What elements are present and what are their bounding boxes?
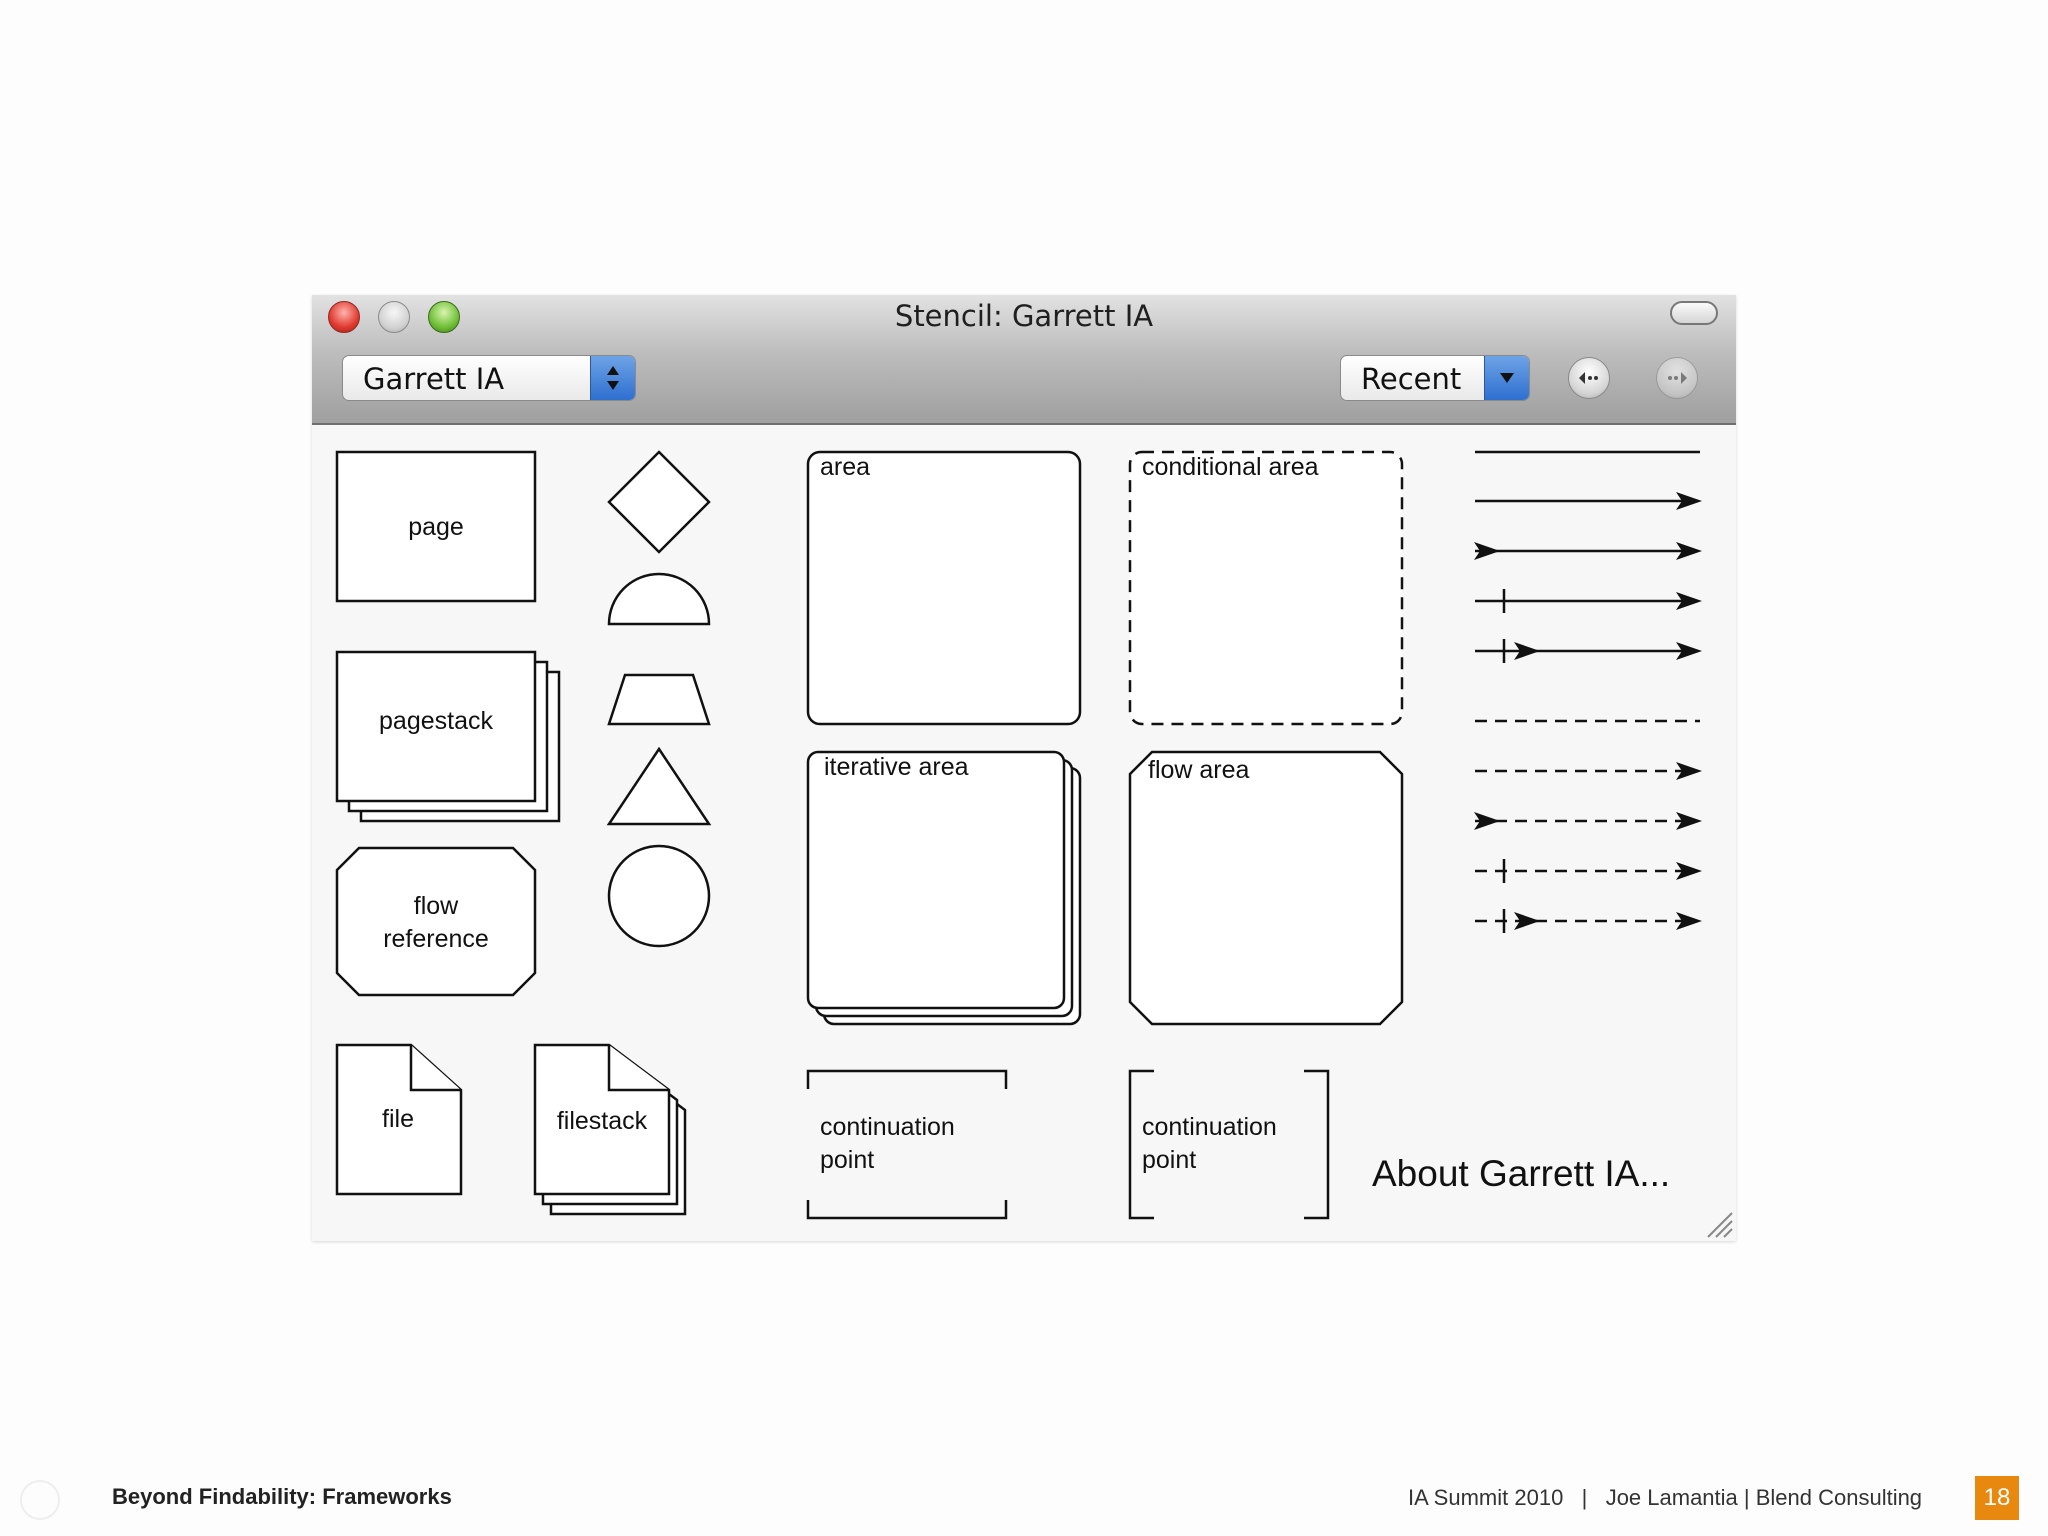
- tick-two-arrow-connector[interactable]: [1475, 639, 1702, 663]
- circle-shape[interactable]: [609, 846, 709, 946]
- flow-area-shape[interactable]: [1130, 752, 1402, 1024]
- toolbar-toggle-button[interactable]: [1670, 301, 1718, 325]
- file-label: file: [382, 1105, 414, 1133]
- flow-reference-label-1: flow: [413, 892, 459, 920]
- file-shape[interactable]: [337, 1045, 461, 1194]
- two-arrow-connector[interactable]: [1474, 542, 1702, 560]
- window-titlebar: [312, 295, 1736, 425]
- page-label: page: [408, 513, 464, 541]
- updown-arrows-icon: [590, 356, 635, 400]
- continuation-label-1b: point: [820, 1146, 875, 1174]
- tick-arrow-connector[interactable]: [1475, 589, 1702, 613]
- continuation-point-left-right-shape[interactable]: [1130, 1071, 1328, 1218]
- recent-label: Recent: [1361, 362, 1462, 396]
- area-label: area: [820, 453, 871, 481]
- conditional-area-label: conditional area: [1142, 453, 1319, 481]
- stencil-palette: [312, 423, 1736, 1241]
- forward-arrow-icon: [1657, 358, 1697, 398]
- trapezoid-shape[interactable]: [609, 675, 709, 724]
- dashed-tick-arrow-connector[interactable]: [1475, 859, 1702, 883]
- chevron-down-icon: [1484, 356, 1529, 400]
- iterative-area-label: iterative area: [824, 753, 969, 781]
- filestack-label: filestack: [556, 1107, 648, 1135]
- half-circle-shape[interactable]: [609, 574, 709, 624]
- stencil-select-value: Garrett IA: [363, 362, 505, 396]
- pagestack-label: pagestack: [379, 707, 493, 735]
- slide-number: 18: [1975, 1476, 2019, 1520]
- logo: [20, 1480, 60, 1520]
- arrow-connector[interactable]: [1475, 492, 1702, 510]
- back-arrow-icon: [1569, 358, 1609, 398]
- forward-button[interactable]: [1656, 357, 1698, 399]
- window-title: Stencil: Garrett IA: [894, 299, 1154, 333]
- continuation-label-1a: continuation: [820, 1113, 955, 1141]
- continuation-point-top-bottom-shape[interactable]: [808, 1071, 1006, 1218]
- pagestack-shape[interactable]: [337, 652, 559, 821]
- dashed-arrow-connector[interactable]: [1475, 762, 1702, 780]
- about-garrett-ia-link[interactable]: About Garrett IA...: [1372, 1153, 1671, 1194]
- conditional-area-shape[interactable]: [1130, 452, 1402, 724]
- iterative-area-shape[interactable]: [808, 752, 1080, 1024]
- triangle-shape[interactable]: [609, 749, 709, 824]
- back-button[interactable]: [1568, 357, 1610, 399]
- dashed-tick-two-arrow-connector[interactable]: [1475, 909, 1702, 933]
- decision-diamond-shape[interactable]: [609, 452, 709, 552]
- page-shape[interactable]: [337, 452, 535, 601]
- continuation-label-2b: point: [1142, 1146, 1197, 1174]
- filestack-shape[interactable]: [535, 1045, 685, 1214]
- area-shape[interactable]: [808, 452, 1080, 724]
- flow-reference-shape[interactable]: [337, 848, 535, 995]
- flow-area-label: flow area: [1148, 756, 1250, 784]
- stencil-window: [312, 295, 1736, 1241]
- dashed-two-arrow-connector[interactable]: [1474, 812, 1702, 830]
- footer-credits: IA Summit 2010 | Joe Lamantia | Blend Consulting: [1408, 1485, 1923, 1510]
- flow-reference-label-2: reference: [383, 925, 489, 953]
- resize-grip-icon[interactable]: [1708, 1213, 1732, 1237]
- stencil-select[interactable]: [342, 355, 636, 401]
- footer-presentation-title: Beyond Findability: Frameworks: [112, 1484, 452, 1509]
- recent-button[interactable]: [1340, 355, 1530, 401]
- continuation-label-2a: continuation: [1142, 1113, 1277, 1141]
